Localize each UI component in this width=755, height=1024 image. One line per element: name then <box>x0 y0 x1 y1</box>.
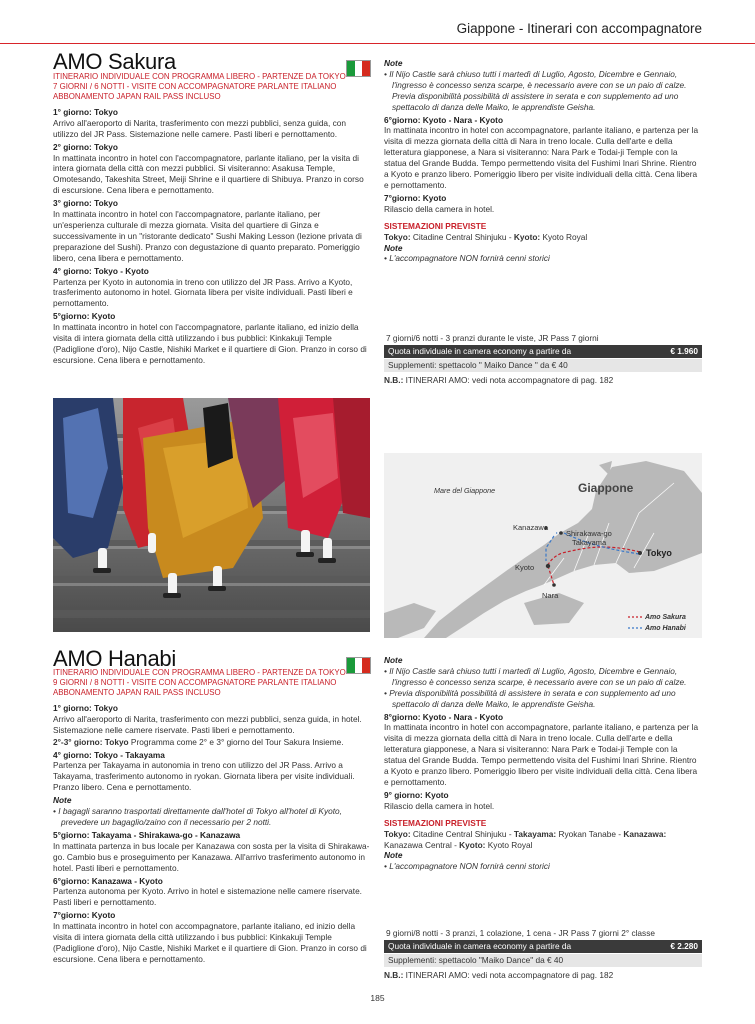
hanabi-day-4-title: 4° giorno: Tokyo - Takayama <box>53 749 165 760</box>
sakura-price-value: € 1.960 <box>670 346 698 356</box>
hanabi-day-7-title: 7°giorno: Kyoto <box>53 910 116 921</box>
hanabi-accommodation-title: SISTEMAZIONI PREVISTE <box>384 817 487 828</box>
sakura-accommodation-list: Tokyo: Citadine Central Shinjuku - Kyoto: Kyoto Royal <box>384 231 588 242</box>
hanabi-note2-b: • Previa disponibilità possibilità di assistere in serata e con supplemento ad uno spettacolo di danza delle Maiko, le apprendiste Geisha. <box>384 687 676 709</box>
sakura-day-6-text: In mattinata incontro in hotel con accompagnatore, parlante italiano, e partenza per la visita di mezza giornata della città di Nara in treno locale. Culla dell'arte e della letteratura giapponese, a Nara si visiteranno: Nara Park e Todai-ji Temple con la statua del Grande Budda. Tempo permettendo visita del Fushimi Inari Shrine. Rientro a Kyoto e pranzo libero. Pomeriggio libero per visite individuali della città. Cena libera e pernottamento. <box>384 125 699 190</box>
hanabi-note2-title: Note <box>384 655 403 665</box>
sakura-day-5-title: 5°giorno: Kyoto <box>53 311 116 322</box>
sakura-day-5-text: In mattinata incontro in hotel con l'accompagnatore, parlante italiano, ed inizio della visita di intera giornata della città utilizzando i bus pubblici: Kinkakuji Temple (Padiglione d'oro), Nijo Castle, Nishiki Market e il quartiere di Gion. Pranzo in corso di escursione. Cena libera e pernottamento. <box>53 322 367 365</box>
italian-flag-icon <box>346 657 371 674</box>
hanabi-day-4-text: Partenza per Takayama in autonomia in treno con utilizzo del JR Pass. Arrivo a Takayama, trasferimento autonomo in ryokan. Giornata libera per visite individuali. Pranzo libero. Cena e pernottamento. <box>53 760 355 793</box>
map-city-tokyo: Tokyo <box>646 548 672 558</box>
map-city-nara: Nara <box>542 591 559 600</box>
hanabi-day-1-text: Arrivo all'aeroporto di Narita, trasferimento con mezzi pubblici, senza guida, in hotel. Sistemazione nelle camere riservate. Pasti liberi e pernottamento. <box>53 713 362 735</box>
hanabi-note2-a: • Il Nijo Castle sarà chiuso tutti i martedì di Luglio, Agosto, Dicembre e Gennaio, l'ingresso è concesso senza scarpe, è necessario avere con se un paio di calze. <box>384 665 687 687</box>
sakura-day-3-text: In mattinata incontro in hotel con l'accompagnatore, parlante italiano, per un'esperienza culturale di mezza giornata. Visita del quartiere di Ginza e successivamente in un "ristorante dedicato" Sushi Making Lesson (lezione privata di preparazione del Sushi). Pranzo con degustazione di quanto preparato. Pomeriggio libero, cena libera e pernottamento. <box>53 209 362 263</box>
hanabi-nb: N.B.: ITINERARI AMO: vedi nota accompagnatore di pag. 182 <box>384 970 614 980</box>
map-city-shirakawa-go: Shirakawa-go <box>566 529 612 538</box>
map-sea-label: Mare del Giappone <box>434 486 496 495</box>
sakura-note-1: • Il Nijo Castle sarà chiuso tutti i martedì di Luglio, Agosto, Dicembre e Gennaio, l'ingresso è concesso senza scarpe, è necessario avere con se un paio di calze. Previa disponibilità possibilità di assistere in serata e con supplemento ad uno spettacolo di danza delle Maiko, le apprendiste Geisha. <box>384 68 687 112</box>
sakura-day-6-title: 6°giorno: Kyoto - Nara - Kyoto <box>384 114 504 125</box>
map-city-takayama: Takayama <box>572 538 607 547</box>
hanabi-day-6-text: Partenza autonoma per Kyoto. Arrivo in hotel e sistemazione nelle camere riservate. Pasti liberi e pernottamento. <box>53 886 362 908</box>
hanabi-price-value: € 2.280 <box>670 941 698 951</box>
japan-route-map <box>384 453 702 638</box>
sakura-price-row <box>384 345 702 358</box>
page-header-title: Giappone - Itinerari con accompagnatore <box>456 21 702 36</box>
hanabi-price-box <box>384 927 702 982</box>
hanabi-day-5-text: In mattinata partenza in bus locale per Kanazawa con sosta per la visita di Shirakawa-go. Cambio bus e proseguimento per Kanazawa. All'arrivo trasferimento autonomo in hotel. Pasti liberi e pernottamento. <box>53 840 370 873</box>
hanabi-price-label: Quota individuale in camera economy a partire da <box>388 941 572 951</box>
sakura-price-box <box>384 332 702 387</box>
hanabi-title: AMO Hanabi <box>53 646 176 671</box>
hanabi-right-column <box>384 655 702 872</box>
sakura-day-7-text: Rilascio della camera in hotel. <box>384 203 495 214</box>
sakura-supplement: Supplementi: spettacolo " Maiko Dance " da € 40 <box>384 359 702 372</box>
map-legend-hanabi: Amo Hanabi <box>645 625 686 632</box>
hanabi-note-3: • L'accompagnatore NON fornirà cenni storici <box>384 861 550 872</box>
hanabi-day-8-title: 8°giorno: Kyoto - Nara - Kyoto <box>384 711 504 722</box>
page-number: 185 <box>370 993 385 1003</box>
hanabi-day-8-text: In mattinata incontro in hotel con accompagnatore, parlante italiano, e partenza per la visita di mezza giornata della città di Nara in treno locale. Culla dell'arte e della letteratura giapponese, a Nara si visiteranno: Nara Park e Todai-ji Temple con la statua del Grande Budda. Tempo permettendo visita del Fushimi Inari Shrine. Rientro a Kyoto e pranzo libero. Pomeriggio libero per visite individuali della città. Cena libera e pernottamento. <box>384 722 699 787</box>
sakura-note-title: Note <box>384 58 403 68</box>
sakura-nb: N.B.: ITINERARI AMO: vedi nota accompagnatore di pag. 182 <box>384 375 614 385</box>
hanabi-note-a: • I bagagli saranno trasportati direttamente dall'hotel di Tokyo all'hotel di Kyoto, prevedere un bagaglio/zaino con il necessario per 2 notti. <box>53 806 342 827</box>
italian-flag-icon <box>346 60 371 77</box>
sakura-day-2-title: 2° giorno: Tokyo <box>53 141 118 152</box>
sakura-day-4-title: 4° giorno: Tokyo - Kyoto <box>53 265 149 276</box>
hanabi-price-row <box>384 940 702 953</box>
sakura-day-7-title: 7°giorno: Kyoto <box>384 192 447 203</box>
sakura-price-label: Quota individuale in camera economy a partire da <box>388 346 572 356</box>
hanabi-day-6-title: 6°giorno: Kanazawa - Kyoto <box>53 875 163 886</box>
hanabi-left-column <box>53 646 370 965</box>
hanabi-accommodation-list: Tokyo: Citadine Central Shinjuku - Takayama: Ryokan Tanabe - Kanazawa: Kanazawa Central - Kyoto: Kyoto Royal <box>384 828 667 850</box>
hanabi-subtitle-3: ABBONAMENTO JAPAN RAIL PASS INCLUSO <box>53 687 221 697</box>
hanabi-subtitle-1: ITINERARIO INDIVIDUALE CON PROGRAMMA LIBERO - PARTENZE DA TOKYO <box>53 667 346 677</box>
sakura-day-1-text: Arrivo all'aeroporto di Narita, trasferimento con mezzi pubblici, senza guida, con utilizzo del JR Pass. Sistemazione nelle camere. Pasti liberi e pernottamento. <box>53 117 347 139</box>
sakura-price-info: 7 giorni/6 notti - 3 pranzi durante le viste, JR Pass 7 giorni <box>386 333 599 343</box>
map-legend-sakura: Amo Sakura <box>645 614 686 621</box>
map-city-kanazawa: Kanazawa <box>513 523 549 532</box>
sakura-subtitle-3: ABBONAMENTO JAPAN RAIL PASS INCLUSO <box>53 91 221 101</box>
sakura-left-column <box>53 49 370 366</box>
hanabi-day-1-title: 1° giorno: Tokyo <box>53 702 118 713</box>
hanabi-day-2-3: 2°-3° giorno: Tokyo Programma come 2° e 3° giorno del Tour Sakura Insieme. <box>53 736 344 747</box>
sakura-day-1-title: 1° giorno: Tokyo <box>53 106 118 117</box>
sakura-accommodation-title: SISTEMAZIONI PREVISTE <box>384 220 487 231</box>
sakura-day-2-text: In mattinata incontro in hotel con l'accompagnatore, parlante italiano, per la visita di intera giornata della città con mezzi pubblici. Si visiteranno: Asakusa Temple, Omotesando, Takeshita Street, Meiji Shrine e il quartiere di Shibuya. Pranzo in corso di escursione. Cena libera e pernottamento. <box>53 152 364 196</box>
kimono-photo <box>53 398 370 632</box>
hanabi-day-9-title: 9° giorno: Kyoto <box>384 789 449 800</box>
sakura-note-2: • L'accompagnatore NON fornirà cenni storici <box>384 253 550 264</box>
hanabi-day-9-text: Rilascio della camera in hotel. <box>384 800 495 811</box>
hanabi-note-title: Note <box>53 795 72 806</box>
hanabi-day-7-text: In mattinata incontro in hotel con accompagnatore, parlante italiano, ed inizio della visita di intera giornata della città utilizzando i bus pubblici: Kinkakuji Temple (Padiglione d'oro), Nijo Castle, Nishiki Market e il quartiere di Gion. Pranzo in corso di escursione. Cena libera e pernottamento. <box>53 921 367 964</box>
hanabi-subtitle-2: 9 GIORNI / 8 NOTTI - VISITE CON ACCOMPAGNATORE PARLANTE ITALIANO <box>53 677 337 687</box>
header-rule <box>0 43 755 44</box>
hanabi-supplement: Supplementi: spettacolo "Maiko Dance" da € 40 <box>384 954 702 967</box>
map-country-label: Giappone <box>578 481 634 495</box>
sakura-day-4-text: Partenza per Kyoto in autonomia in treno con utilizzo del JR Pass. Arrivo a Kyoto, trasferimento autonomo in hotel. Giornata libera per visite individuali. Pasti liberi e pernottamento. <box>53 276 353 309</box>
hanabi-day-5-title: 5°giorno: Takayama - Shirakawa-go - Kanazawa <box>53 829 241 840</box>
map-city-kyoto: Kyoto <box>515 563 535 572</box>
hanabi-note3-title: Note <box>384 850 403 861</box>
sakura-note2-title: Note <box>384 242 403 253</box>
sakura-title: AMO Sakura <box>53 49 176 74</box>
sakura-subtitle-2: 7 GIORNI / 6 NOTTI - VISITE CON ACCOMPAGNATORE PARLANTE ITALIANO <box>53 81 337 91</box>
sakura-right-column <box>384 58 702 264</box>
sakura-day-3-title: 3° giorno: Tokyo <box>53 198 118 209</box>
sakura-subtitle-1: ITINERARIO INDIVIDUALE CON PROGRAMMA LIBERO - PARTENZE DA TOKYO <box>53 71 346 81</box>
hanabi-price-info: 9 giorni/8 notti - 3 pranzi, 1 colazione, 1 cena - JR Pass 7 giorni 2° classe <box>386 928 655 938</box>
